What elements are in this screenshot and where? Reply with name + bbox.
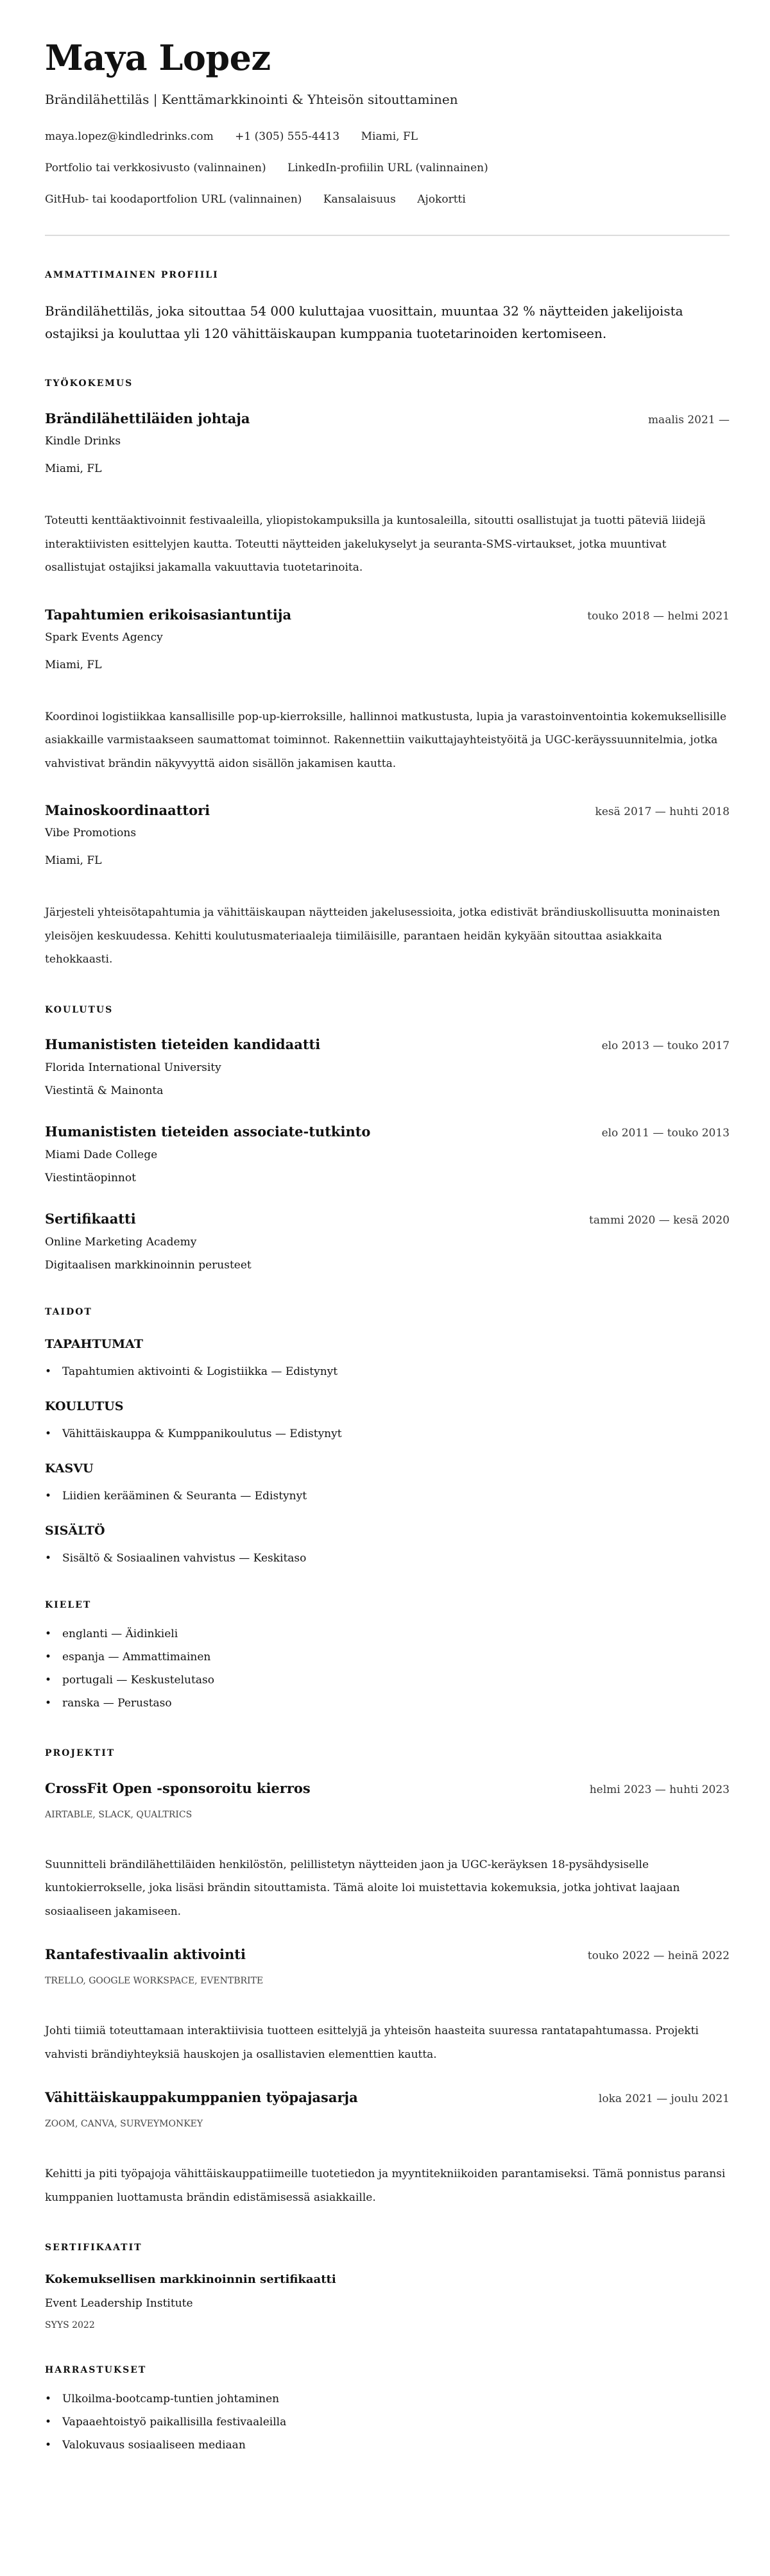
degree-title: Sertifikaatti [45,1210,136,1227]
job-header [45,409,730,430]
school-name: Florida International University [45,1061,221,1074]
degree-title: Humanististen tieteiden associate-tutkinto [45,1123,371,1140]
skill-category-heading: KOULUTUS [45,1399,124,1413]
project-header [45,2088,730,2109]
languages-section [45,1599,730,1715]
degree-title: Humanististen tieteiden kandidaatti [45,1036,321,1052]
job-description: Koordinoi logistiikkaa kansallisille pop-up-kierroksille, hallinnoi matkustusta, lupia ja varastoinventointia kokemuksellisille asiakkaille varmistaakseen saumattomat toiminnot. Rakennettiin vaikuttajayhteistyöitä ja UGC-keräyssuunnitelmia, jotka vahvistivat brändin näkyvyyttä aidon sisällön jakamisen kautta. [45,710,727,770]
field-of-study: Viestintäopinnot [45,1171,136,1184]
job-entry [45,801,730,972]
job-description: Järjesteli yhteisötapahtumia ja vähittäiskaupan näytteiden jakelusessioita, jotka edistivät brändiuskollisuutta moninaisten yleisöjen keskuudessa. Kehitti koulutusmateriaaleja tiimiläisille, parantaen heidän kykyään sitouttaa asiakkaita tehokkaasti. [45,906,721,966]
certification-issuer: Event Leadership Institute [45,2297,193,2310]
drivers-license: Ajokortti [417,193,466,206]
skill-item: • Sisältö & Sosiaalinen vahvistus — Keskitaso [45,1550,730,1567]
portfolio-link[interactable]: Portfolio tai verkkosivusto (valinnainen) [45,162,266,174]
project-description: Kehitti ja piti työpajoja vähittäiskauppatiimeille tuotetiedon ja myyntitekniikoiden parantamiseksi. Tämä ponnistus paransi kumppanien luottamusta brändin edistämisessä asiakkaille. [45,2168,726,2204]
skill-list [45,1363,730,1380]
project-dates: touko 2022 — heinä 2022 [587,1949,730,1962]
job-entry [45,605,730,776]
contact-email[interactable]: maya.lopez@kindledrinks.com [45,130,214,143]
job-dates: touko 2018 — helmi 2021 [587,609,730,623]
section-heading: TAIDOT [45,1306,92,1317]
job-title: Brändilähettiläiden johtaja [45,410,250,426]
job-dates: kesä 2017 — huhti 2018 [595,805,730,818]
language-item: • espanja — Ammattimainen [45,1646,730,1669]
job-header [45,801,730,821]
extra-info-row [45,192,730,207]
job-company: Vibe Promotions [45,827,137,839]
section-heading: HARRASTUKSET [45,2365,147,2375]
skill-category-heading: SISÄLTÖ [45,1523,105,1538]
language-item: • ranska — Perustaso [45,1692,730,1715]
certification-date: SYYS 2022 [45,2320,95,2330]
experience-section [45,377,730,972]
job-location: Miami, FL [45,854,102,867]
project-title: Rantafestivaalin aktivointi [45,1946,246,1962]
project-tools: AIRTABLE, SLACK, QUALTRICS [45,1809,193,1820]
github-link[interactable]: GitHub- tai koodaportfolion URL (valinnainen) [45,193,302,206]
project-header [45,1779,730,1799]
project-entry [45,1779,730,1924]
links-row [45,160,730,176]
field-of-study: Digitaalisen markkinoinnin perusteet [45,1258,252,1272]
contact-row [45,129,730,144]
education-dates: elo 2013 — touko 2017 [601,1039,730,1052]
project-dates: loka 2021 — joulu 2021 [598,2092,730,2105]
job-description: Toteutti kenttäaktivoinnit festivaaleilla, yliopistokampuksilla ja kuntosaleilla, sitoutti osallistujat ja tuotti päteviä liidejä interaktiivisten esittelyjen kautta. Toteutti näytteiden jakelukyselyt ja seuranta-SMS-virtaukset, jotka muuntivat osallistujat ostajiksi jakamalla vakuuttavia tuotetarinoita. [45,514,706,574]
project-title: Vähittäiskauppakumppanien työpajasarja [45,2089,358,2105]
education-entry [45,1035,730,1099]
field-of-study: Viestintä & Mainonta [45,1084,164,1097]
job-location: Miami, FL [45,658,102,671]
project-description: Suunnitteli brändilähettiläiden henkilöstön, pelillistetyn näytteiden jaon ja UGC-keräyksen 18-pysähdysiselle kuntokierrokselle, joka lisäsi brändin sitouttamista. Tämä aloite loi muistettavia kokemuksia, jotka johtivat laajaan sosiaaliseen jakamiseen. [45,1858,680,1918]
skill-item: • Vähittäiskauppa & Kumppanikoulutus — Edistynyt [45,1426,730,1442]
language-item: • englanti — Äidinkieli [45,1622,730,1646]
skill-item: • Liidien kerääminen & Seuranta — Edistynyt [45,1488,730,1504]
project-dates: helmi 2023 — huhti 2023 [589,1783,730,1796]
profile-summary: Brändilähettiläs, joka sitouttaa 54 000 kuluttajaa vuosittain, muuntaa 32 % näytteiden jakelijoista ostajiksi ja kouluttaa yli 120 vähittäiskaupan kumppania tuotetarinoiden kertomiseen. [45,303,683,341]
skill-category-heading: KASVU [45,1461,94,1476]
hobby-list [45,2387,730,2457]
profile-section [45,269,730,345]
hobby-item: • Valokuvaus sosiaaliseen mediaan [45,2434,730,2457]
education-section [45,1004,730,1274]
project-header [45,1945,730,1966]
education-entry [45,1209,730,1274]
education-entry [45,1122,730,1186]
candidate-headline: Brändilähettiläs | Kenttämarkkinointi & Yhteisön sitouttaminen [45,92,458,107]
section-heading: SERTIFIKAATIT [45,2243,142,2253]
hobby-item: • Ulkoilma-bootcamp-tuntien johtaminen [45,2387,730,2411]
education-dates: tammi 2020 — kesä 2020 [588,1213,730,1227]
project-description: Johti tiimiä toteuttamaan interaktiivisia tuotteen esittelyjä ja yhteisön haasteita suuressa rantatapahtumassa. Projekti vahvisti brändiyhteyksiä hauskojen ja osallistavien elementtien kautta. [45,2025,699,2061]
contact-location: Miami, FL [361,130,418,143]
certifications-section [45,2241,730,2332]
skill-list [45,1550,730,1567]
education-header [45,1122,730,1143]
citizenship: Kansalaisuus [323,193,396,206]
project-title: CrossFit Open -sponsoroitu kierros [45,1780,311,1796]
section-heading: AMMATTIMAINEN PROFIILI [45,270,219,280]
skills-section [45,1306,730,1567]
section-heading: KOULUTUS [45,1004,114,1015]
education-header [45,1035,730,1056]
school-name: Online Marketing Academy [45,1235,197,1249]
project-tools: TRELLO, GOOGLE WORKSPACE, EVENTBRITE [45,1976,264,1986]
language-list [45,1622,730,1715]
linkedin-link[interactable]: LinkedIn-profiilin URL (valinnainen) [287,162,488,174]
school-name: Miami Dade College [45,1148,158,1161]
skill-category-heading: TAPAHTUMAT [45,1336,144,1351]
job-entry [45,409,730,580]
project-tools: ZOOM, CANVA, SURVEYMONKEY [45,2119,203,2129]
job-title: Mainoskoordinaattori [45,802,210,818]
certification-title: Kokemuksellisen markkinoinnin sertifikaatti [45,2273,336,2286]
header-divider [45,235,730,236]
section-heading: TYÖKOKEMUS [45,378,133,389]
skill-item: • Tapahtumien aktivointi & Logistiikka — Edistynyt [45,1363,730,1380]
contact-phone[interactable]: +1 (305) 555-4413 [235,130,340,143]
job-dates: maalis 2021 — [647,414,730,426]
project-entry [45,1945,730,2066]
job-location: Miami, FL [45,462,102,475]
education-header [45,1209,730,1230]
section-heading: PROJEKTIT [45,1747,116,1758]
resume-header [45,38,730,207]
hobby-item: • Vapaaehtoistyö paikallisilla festivaaleilla [45,2411,730,2434]
education-dates: elo 2011 — touko 2013 [601,1126,730,1140]
skill-list [45,1426,730,1442]
job-company: Spark Events Agency [45,630,163,644]
projects-section [45,1747,730,2210]
section-heading: KIELET [45,1599,92,1610]
project-entry [45,2088,730,2209]
certification-entry [45,2271,730,2332]
job-header [45,605,730,626]
job-title: Tapahtumien erikoisasiantuntija [45,606,292,623]
candidate-name: Maya Lopez [45,37,271,78]
job-company: Kindle Drinks [45,435,121,448]
skill-list [45,1488,730,1504]
hobbies-section [45,2364,730,2457]
language-item: • portugali — Keskustelutaso [45,1669,730,1692]
